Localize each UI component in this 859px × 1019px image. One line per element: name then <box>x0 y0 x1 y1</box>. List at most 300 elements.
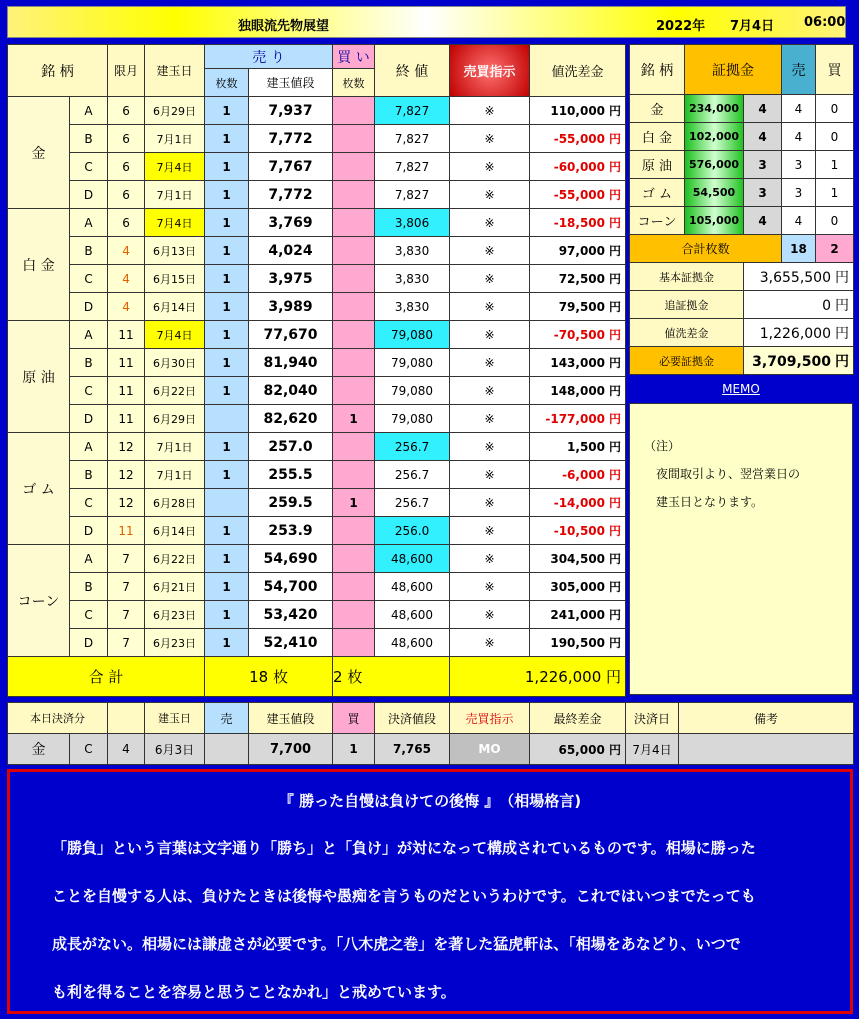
trade-sign: ※ <box>450 545 530 573</box>
diff-value: -14,000 <box>553 496 606 510</box>
open-price: 81,940 <box>249 349 333 377</box>
summary-label: 必要証拠金 <box>630 347 744 375</box>
contract-month: 6 <box>108 97 145 125</box>
mark-to-market <box>530 321 626 349</box>
settlement-table <box>7 702 854 765</box>
table-row <box>8 181 626 209</box>
buy-count <box>333 433 375 461</box>
close-price: 7,827 <box>375 153 450 181</box>
sell-count: 1 <box>205 125 249 153</box>
open-date: 6月23日 <box>145 601 205 629</box>
diff-unit: 円 <box>609 384 622 398</box>
memo-line: 夜間取引より、翌営業日の <box>644 467 801 481</box>
sell-count: 1 <box>205 237 249 265</box>
contract-sub: A <box>70 209 108 237</box>
open-date: 7月4日 <box>145 153 205 181</box>
diff-value: 148,000 <box>550 384 606 398</box>
table-row <box>8 237 626 265</box>
contract-sub: B <box>70 573 108 601</box>
summary-row <box>630 263 854 291</box>
col-sell-maisu: 枚数 <box>205 69 249 97</box>
page-title: 独眼流先物展望 <box>238 19 330 34</box>
settle-buy: 1 <box>333 734 375 765</box>
diff-value: -55,000 <box>553 132 606 146</box>
open-price: 253.9 <box>249 517 333 545</box>
diff-value: -70,500 <box>553 328 606 342</box>
contract-month: 6 <box>108 209 145 237</box>
memo-line: 建玉日となります。 <box>644 495 764 509</box>
open-price: 3,975 <box>249 265 333 293</box>
contract-sub: D <box>70 405 108 433</box>
settle-col-final: 最終差金 <box>530 703 626 734</box>
mark-to-market <box>530 349 626 377</box>
settle-final <box>530 734 626 765</box>
trade-sign: ※ <box>450 461 530 489</box>
commodity-name: ゴ ム <box>8 433 70 545</box>
margin-commodity: コーン <box>630 207 685 235</box>
mark-to-market <box>530 405 626 433</box>
open-price: 7,767 <box>249 153 333 181</box>
trade-sign: ※ <box>450 209 530 237</box>
close-price: 7,827 <box>375 97 450 125</box>
contract-sub: B <box>70 237 108 265</box>
open-price: 7,772 <box>249 181 333 209</box>
col-neaigai-sakin: 値洗差金 <box>530 45 626 97</box>
quote-line: も利を得ることを容易と思うことなかれ」と戒めています。 <box>52 983 456 1001</box>
contract-sub: C <box>70 601 108 629</box>
open-price: 54,700 <box>249 573 333 601</box>
col-tategyoku-nedan: 建玉値段 <box>249 69 333 97</box>
diff-value: 143,000 <box>550 356 606 370</box>
mark-to-market <box>530 125 626 153</box>
contract-sub: A <box>70 321 108 349</box>
open-price: 52,410 <box>249 629 333 657</box>
settle-sell <box>205 734 249 765</box>
contract-sub: B <box>70 349 108 377</box>
settle-col-settle-price: 決済値段 <box>375 703 450 734</box>
diff-value: -177,000 <box>545 412 606 426</box>
trade-sign: ※ <box>450 321 530 349</box>
settle-price: 7,700 <box>249 734 333 765</box>
diff-unit: 円 <box>609 580 622 594</box>
contract-sub: A <box>70 545 108 573</box>
diff-unit: 円 <box>609 300 622 314</box>
contract-month: 4 <box>108 237 145 265</box>
table-row <box>8 377 626 405</box>
trade-sign: ※ <box>450 153 530 181</box>
trade-sign: ※ <box>450 97 530 125</box>
margin-row <box>630 207 854 235</box>
total-diff-value: 1,226,000 <box>524 668 602 686</box>
diff-value: -6,000 <box>562 468 606 482</box>
mark-to-market <box>530 573 626 601</box>
open-date: 7月4日 <box>145 321 205 349</box>
summary-amount: 0 <box>822 297 831 314</box>
table-row <box>8 265 626 293</box>
mark-to-market <box>530 601 626 629</box>
settle-final-unit: 円 <box>608 742 621 757</box>
buy-count <box>333 629 375 657</box>
quote-line: 「勝負」という言葉は文字通り「勝ち」と「負け」が対になって構成されているものです。相場に勝った <box>52 839 756 857</box>
diff-unit: 円 <box>609 188 622 202</box>
diff-value: 305,000 <box>550 580 606 594</box>
margin-buy: 1 <box>816 179 854 207</box>
table-row <box>8 601 626 629</box>
sell-count: 1 <box>205 601 249 629</box>
col-uri: 売 り <box>205 45 333 69</box>
summary-value <box>744 347 854 375</box>
quote-title: 『 勝った自慢は負けての後悔 』 （相場格言) <box>278 792 582 810</box>
contract-sub: D <box>70 629 108 657</box>
summary-unit: 円 <box>835 325 849 342</box>
margin-buy: 1 <box>816 151 854 179</box>
contract-month: 12 <box>108 433 145 461</box>
margin-commodity: 原 油 <box>630 151 685 179</box>
buy-count <box>333 517 375 545</box>
contract-month: 4 <box>108 265 145 293</box>
quote-box <box>7 769 853 1014</box>
margin-sell: 4 <box>782 123 816 151</box>
side-col-meigara: 銘 柄 <box>630 45 685 95</box>
open-date: 7月1日 <box>145 461 205 489</box>
total-diff <box>450 657 626 697</box>
margin-buy: 0 <box>816 95 854 123</box>
open-date: 6月22日 <box>145 545 205 573</box>
table-row <box>8 293 626 321</box>
trade-sign: ※ <box>450 433 530 461</box>
settle-settle-date: 7月4日 <box>626 734 679 765</box>
close-price: 7,827 <box>375 181 450 209</box>
summary-value <box>744 319 854 347</box>
margin-row <box>630 179 854 207</box>
side-col-kai: 買 <box>816 45 854 95</box>
contract-month: 11 <box>108 321 145 349</box>
open-price: 7,937 <box>249 97 333 125</box>
margin-multiplier: 4 <box>744 123 782 151</box>
col-tategyokubi: 建玉日 <box>145 45 205 97</box>
mark-to-market <box>530 433 626 461</box>
total-buy: 2 枚 <box>333 657 450 697</box>
summary-unit: 円 <box>835 269 849 286</box>
margin-amount: 105,000 <box>685 207 744 235</box>
settle-col-buy: 買 <box>333 703 375 734</box>
diff-unit: 円 <box>609 440 622 454</box>
close-price: 79,080 <box>375 377 450 405</box>
mark-to-market <box>530 293 626 321</box>
sell-count: 1 <box>205 377 249 405</box>
total-sell: 18 枚 <box>205 657 333 697</box>
commodity-name: 金 <box>8 97 70 209</box>
close-price: 48,600 <box>375 573 450 601</box>
open-price: 7,772 <box>249 125 333 153</box>
buy-count <box>333 321 375 349</box>
open-price: 82,620 <box>249 405 333 433</box>
close-price: 3,830 <box>375 293 450 321</box>
summary-row <box>630 291 854 319</box>
table-row <box>8 545 626 573</box>
close-price: 48,600 <box>375 629 450 657</box>
table-row <box>8 125 626 153</box>
margin-multiplier: 4 <box>744 95 782 123</box>
diff-unit: 円 <box>609 552 622 566</box>
open-price: 3,989 <box>249 293 333 321</box>
sell-count: 1 <box>205 97 249 125</box>
contract-sub: C <box>70 377 108 405</box>
total-label: 合 計 <box>8 657 205 697</box>
open-date: 6月21日 <box>145 573 205 601</box>
trade-sign: ※ <box>450 517 530 545</box>
contract-sub: A <box>70 433 108 461</box>
margin-sell: 4 <box>782 95 816 123</box>
close-price: 48,600 <box>375 545 450 573</box>
diff-unit: 円 <box>609 468 622 482</box>
time: 06:00 <box>804 15 846 30</box>
settle-month: 4 <box>108 734 145 765</box>
table-row <box>8 153 626 181</box>
sell-count: 1 <box>205 321 249 349</box>
col-kai: 買 い <box>333 45 375 69</box>
sell-count: 1 <box>205 517 249 545</box>
margin-sell: 4 <box>782 207 816 235</box>
open-price: 255.5 <box>249 461 333 489</box>
summary-value <box>744 291 854 319</box>
buy-count <box>333 601 375 629</box>
settle-settle-price: 7,765 <box>375 734 450 765</box>
mark-to-market <box>530 545 626 573</box>
side-total-label: 合計枚数 <box>630 235 782 263</box>
sell-count: 1 <box>205 545 249 573</box>
close-price: 256.7 <box>375 461 450 489</box>
mark-to-market <box>530 97 626 125</box>
close-price: 7,827 <box>375 125 450 153</box>
contract-sub: D <box>70 517 108 545</box>
buy-count <box>333 237 375 265</box>
table-row <box>8 573 626 601</box>
contract-month: 12 <box>108 461 145 489</box>
col-baibai-shiji: 売買指示 <box>450 45 530 97</box>
summary-unit: 円 <box>835 353 849 370</box>
memo-link[interactable]: MEMO <box>722 382 760 396</box>
buy-count: 1 <box>333 489 375 517</box>
close-price: 79,080 <box>375 321 450 349</box>
margin-sell: 3 <box>782 179 816 207</box>
buy-count <box>333 181 375 209</box>
total-diff-unit: 円 <box>606 668 622 686</box>
table-row <box>8 97 626 125</box>
open-price: 77,670 <box>249 321 333 349</box>
settle-col-date: 建玉日 <box>145 703 205 734</box>
summary-label: 値洗差金 <box>630 319 744 347</box>
contract-sub: A <box>70 97 108 125</box>
close-price: 48,600 <box>375 601 450 629</box>
buy-count <box>333 349 375 377</box>
trade-sign: ※ <box>450 377 530 405</box>
open-date: 7月1日 <box>145 125 205 153</box>
diff-value: -10,500 <box>553 524 606 538</box>
sell-count: 1 <box>205 629 249 657</box>
trade-sign: ※ <box>450 601 530 629</box>
diff-value: 72,500 <box>558 272 606 286</box>
close-price: 256.7 <box>375 433 450 461</box>
diff-unit: 円 <box>609 272 622 286</box>
trade-sign: ※ <box>450 349 530 377</box>
trade-sign: ※ <box>450 405 530 433</box>
close-price: 3,830 <box>375 237 450 265</box>
sell-count: 1 <box>205 349 249 377</box>
summary-row <box>630 347 854 375</box>
open-price: 53,420 <box>249 601 333 629</box>
close-price: 256.7 <box>375 489 450 517</box>
settle-col-kessai: 本日決済分 <box>8 703 108 734</box>
summary-label: 追証拠金 <box>630 291 744 319</box>
open-price: 54,690 <box>249 545 333 573</box>
trade-sign: ※ <box>450 181 530 209</box>
buy-count <box>333 97 375 125</box>
table-row <box>8 321 626 349</box>
margin-sell: 3 <box>782 151 816 179</box>
diff-value: 304,500 <box>550 552 606 566</box>
contract-sub: C <box>70 265 108 293</box>
sell-count: 1 <box>205 265 249 293</box>
open-date: 6月30日 <box>145 349 205 377</box>
sell-count: 1 <box>205 461 249 489</box>
diff-value: 190,500 <box>550 636 606 650</box>
diff-unit: 円 <box>609 412 622 426</box>
col-meigara: 銘 柄 <box>8 45 108 97</box>
open-date: 6月15日 <box>145 265 205 293</box>
sell-count: 1 <box>205 293 249 321</box>
contract-sub: B <box>70 461 108 489</box>
close-price: 79,080 <box>375 349 450 377</box>
mark-to-market <box>530 517 626 545</box>
open-date: 7月4日 <box>145 209 205 237</box>
open-date: 6月29日 <box>145 405 205 433</box>
open-date: 6月28日 <box>145 489 205 517</box>
margin-row <box>630 151 854 179</box>
open-date: 6月29日 <box>145 97 205 125</box>
quote-body <box>52 824 822 1016</box>
diff-value: 79,500 <box>558 300 606 314</box>
margin-row <box>630 95 854 123</box>
trade-sign: ※ <box>450 265 530 293</box>
open-date: 6月22日 <box>145 377 205 405</box>
memo-panel <box>629 403 853 695</box>
diff-unit: 円 <box>609 244 622 258</box>
margin-commodity: 金 <box>630 95 685 123</box>
diff-unit: 円 <box>609 328 622 342</box>
trade-sign: ※ <box>450 293 530 321</box>
diff-value: 97,000 <box>558 244 606 258</box>
trade-sign: ※ <box>450 629 530 657</box>
table-row <box>8 405 626 433</box>
contract-sub: D <box>70 293 108 321</box>
margin-amount: 102,000 <box>685 123 744 151</box>
margin-amount: 234,000 <box>685 95 744 123</box>
open-price: 257.0 <box>249 433 333 461</box>
open-date: 6月23日 <box>145 629 205 657</box>
margin-buy: 0 <box>816 123 854 151</box>
margin-commodity: ゴ ム <box>630 179 685 207</box>
table-row <box>8 489 626 517</box>
summary-amount: 3,709,500 <box>752 353 831 370</box>
contract-month: 7 <box>108 545 145 573</box>
buy-count <box>333 377 375 405</box>
margin-amount: 576,000 <box>685 151 744 179</box>
contract-sub: C <box>70 153 108 181</box>
summary-value <box>744 263 854 291</box>
settle-col-sell: 売 <box>205 703 249 734</box>
col-buy-maisu: 枚数 <box>333 69 375 97</box>
settle-final-value: 65,000 <box>558 742 605 757</box>
margin-multiplier: 4 <box>744 207 782 235</box>
table-row <box>8 629 626 657</box>
contract-month: 11 <box>108 405 145 433</box>
margin-commodity: 白 金 <box>630 123 685 151</box>
margin-multiplier: 3 <box>744 151 782 179</box>
quote-line: ことを自慢する人は、負けたときは後悔や愚痴を言うものだというわけです。これではいつまでたっても <box>52 887 756 905</box>
open-date: 6月14日 <box>145 517 205 545</box>
contract-month: 11 <box>108 349 145 377</box>
contract-month: 11 <box>108 517 145 545</box>
settle-col-shiji: 売買指示 <box>450 703 530 734</box>
mark-to-market <box>530 153 626 181</box>
contract-month: 11 <box>108 377 145 405</box>
close-price: 3,806 <box>375 209 450 237</box>
contract-month: 6 <box>108 153 145 181</box>
trade-sign: ※ <box>450 237 530 265</box>
margin-row <box>630 123 854 151</box>
contract-month: 7 <box>108 601 145 629</box>
open-date: 7月1日 <box>145 433 205 461</box>
mark-to-market <box>530 209 626 237</box>
settle-col-settle-date: 決済日 <box>626 703 679 734</box>
contract-month: 7 <box>108 573 145 601</box>
mark-to-market <box>530 237 626 265</box>
margin-multiplier: 3 <box>744 179 782 207</box>
col-gengetsu: 限月 <box>108 45 145 97</box>
positions-table <box>7 44 626 697</box>
diff-unit: 円 <box>609 608 622 622</box>
commodity-name: コーン <box>8 545 70 657</box>
diff-value: -55,000 <box>553 188 606 202</box>
summary-amount: 3,655,500 <box>759 269 831 286</box>
buy-count <box>333 461 375 489</box>
date-year: 2022年 <box>656 19 706 34</box>
mark-to-market <box>530 181 626 209</box>
open-price: 82,040 <box>249 377 333 405</box>
sell-count: 1 <box>205 209 249 237</box>
open-price: 3,769 <box>249 209 333 237</box>
quote-line: 成長がない。相場には謙虚さが必要です。「八木虎之巻」を著した猛虎軒は、「相場をあなどり、いつで <box>52 935 741 953</box>
diff-value: 1,500 <box>567 440 606 454</box>
commodity-name: 白 金 <box>8 209 70 321</box>
open-price: 4,024 <box>249 237 333 265</box>
contract-month: 6 <box>108 125 145 153</box>
diff-unit: 円 <box>609 636 622 650</box>
trade-sign: ※ <box>450 125 530 153</box>
mark-to-market <box>530 489 626 517</box>
sell-count: 1 <box>205 181 249 209</box>
close-price: 3,830 <box>375 265 450 293</box>
contract-month: 7 <box>108 629 145 657</box>
col-owarine: 終 値 <box>375 45 450 97</box>
mark-to-market <box>530 265 626 293</box>
settle-name: 金 <box>8 734 70 765</box>
open-date: 6月13日 <box>145 237 205 265</box>
buy-count <box>333 209 375 237</box>
contract-sub: D <box>70 181 108 209</box>
settle-sign: MO <box>450 734 530 765</box>
